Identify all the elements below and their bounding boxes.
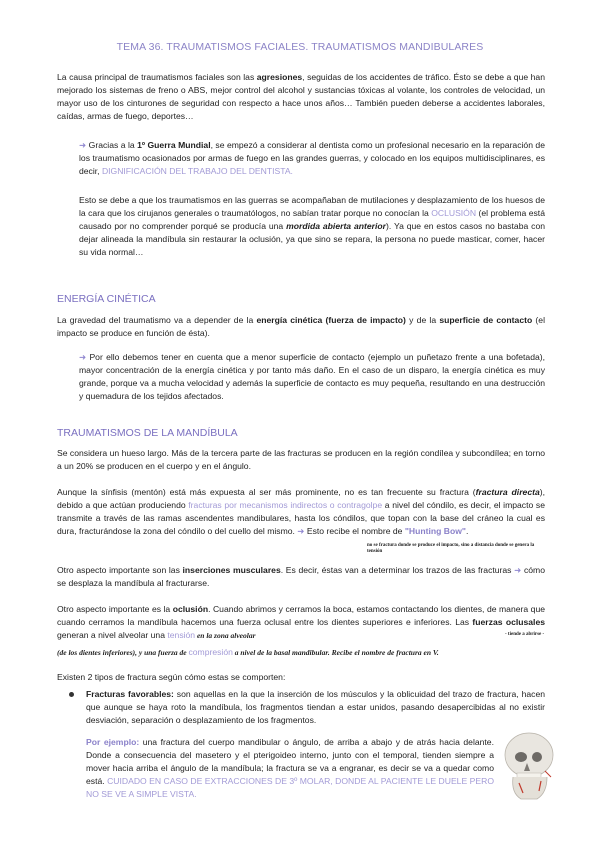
bullet-dot <box>69 692 74 697</box>
guerra-paragraph: ➜ Gracias a la 1º Guerra Mundial, se empezó a considerar al dentista como un profesional necesario en la reparación de los traumatismo ocasionados por armas de fuego en las grandes guerras, y colocado en los equipos multidisciplinares, es decir, DIGNIFICACIÓN DEL TRABAJO DEL DENTISTA. <box>79 140 545 177</box>
mandibula-paragraph-2: Aunque la sínfisis (mentón) está más expuesta al ser más prominente, no es tan frecuente su fractura (fractura directa), debido a que actúan produciendo fracturas por mecanismos indirectos o contragolpe a nivel del cóndilo, es decir, el impacto se transmite a través de las ramas ascendentes mandibulares, hasta los cóndilos, que topan con la base del cráneo la cual es dura, fracturándose la zona del cóndilo o del cuello del mismo. ➜ Esto recibe el nombre de "Hunting Bow". <box>57 487 546 537</box>
arrow-right-icon: ➜ <box>79 140 87 150</box>
arrow-right-icon: ➜ <box>79 352 87 362</box>
skull-illustration <box>497 727 557 813</box>
mandibula-paragraph-5: (de los dientes inferiores), y una fuerza de compresión a nivel de la basal mandibular. Recibe el nombre de fractura en V. <box>57 647 439 657</box>
arrow-right-icon: ➜ <box>297 526 305 537</box>
energia-note: ➜ Por ello debemos tener en cuenta que a menor superficie de contacto (ejemplo un puñetazo frente a una bofetada), mayor concentración de la energía cinética y por tanto más daño. En el caso de un disparo, la energía cinética es muy grande, porque va a mucha velocidad y además la superficie de contacto es muy pequeña, resultando en una destrucción y quemadura de los tejidos afectados. <box>79 352 545 402</box>
heading-mandibula: TRAUMATISMOS DE LA MANDÍBULA <box>57 427 238 439</box>
ejemplo-paragraph: Por ejemplo: una fractura del cuerpo mandibular o ángulo, de arriba a abajo y de atrás hacia delante. Donde a consecuencia del masetero y el pterigoideo interno, junto con el temporal, tienden siempre a mover hacia arriba el ángulo de la mandíbula; la fractura se va a engranar, es decir se va a quedar como está. CUIDADO EN CASO DE EXTRACCIONES DE 3º MOLAR, DONDE AL PACIENTE LE DUELE PERO NO SE VE A SIMPLE VISTA. <box>86 737 494 800</box>
oclusion-paragraph: Esto se debe a que los traumatismos en las guerras se acompañaban de mutilaciones y desplazamiento de los huesos de la cara que los cirujanos generales o traumatólogos, no sabían tratar porque no conocían la OCLUSIÓN (el problema está causado por no comprender porqué se producía una mordida abierta anterior). Ya que en estos casos no bastaba con dejar alineada la mandíbula sin restaurar la oclusión, ya que sino se repara, la persona no puede masticar, comer, hacer su vida normal… <box>79 195 545 258</box>
mandibula-paragraph-1: Se considera un hueso largo. Más de la tercera parte de las fracturas se producen en la región condílea y subcondílea; en torno a un 20% se producen en el cuerpo y en el ángulo. <box>57 448 545 472</box>
page-title: TEMA 36. TRAUMATISMOS FACIALES. TRAUMATISMOS MANDIBULARES <box>116 41 484 53</box>
mandibula-paragraph-3: Otro aspecto importante son las inserciones musculares. Es decir, éstas van a determinar los trazos de las fracturas ➜ cómo se desplaza la mandíbula al fracturarse. <box>57 565 545 589</box>
favorables-paragraph: Fracturas favorables: son aquellas en la que la inserción de los músculos y la oblicuidad del trazo de fractura, hacen que aunque se haya roto la mandíbula, los fragmentos tiendan a estar unidos, pasando desapercibidas al no existir desviación, separación o desplazamiento de los fragmentos. <box>86 689 545 726</box>
intro-paragraph: La causa principal de traumatismos faciales son las agresiones, seguidas de los accidentes de tráfico. Ésto se debe a que han mejorado los sistemas de freno o ABS, mejor control del alcohol y sustancias tóxicas al volante, los controles de velocidad, un mayor uso de los cinturones de seguridad con respecto a hace unos años… También pueden deberse a accidentes laborales, caídas, armas de fuego, deportes… <box>57 72 545 122</box>
handwritten-note-2: - tiende a abrirse - <box>505 632 545 637</box>
mandibula-paragraph-4: Otro aspecto importante es la oclusión. Cuando abrimos y cerramos la boca, estamos contactando los dientes, de manera que cuando cerramos la mandíbula hacemos una fuerza oclusal entre los dientes superiores e inferiores. Las fuerzas oclusales generan a nivel alveolar una tensión en la zona alveolar <box>57 604 545 641</box>
arrow-right-icon: ➜ <box>514 565 522 575</box>
heading-energia: ENERGÍA CINÉTICA <box>57 293 156 305</box>
handwritten-note-1: no se fractura donde se produce el impacto, sino a distancia donde se genera la tensión <box>367 543 535 554</box>
energia-paragraph: La gravedad del traumatismo va a depender de la energía cinética (fuerza de impacto) y de la superficie de contacto (el impacto se produce en función de ésta). <box>57 315 545 339</box>
tipos-paragraph: Existen 2 tipos de fractura según cómo estas se comporten: <box>57 672 286 682</box>
